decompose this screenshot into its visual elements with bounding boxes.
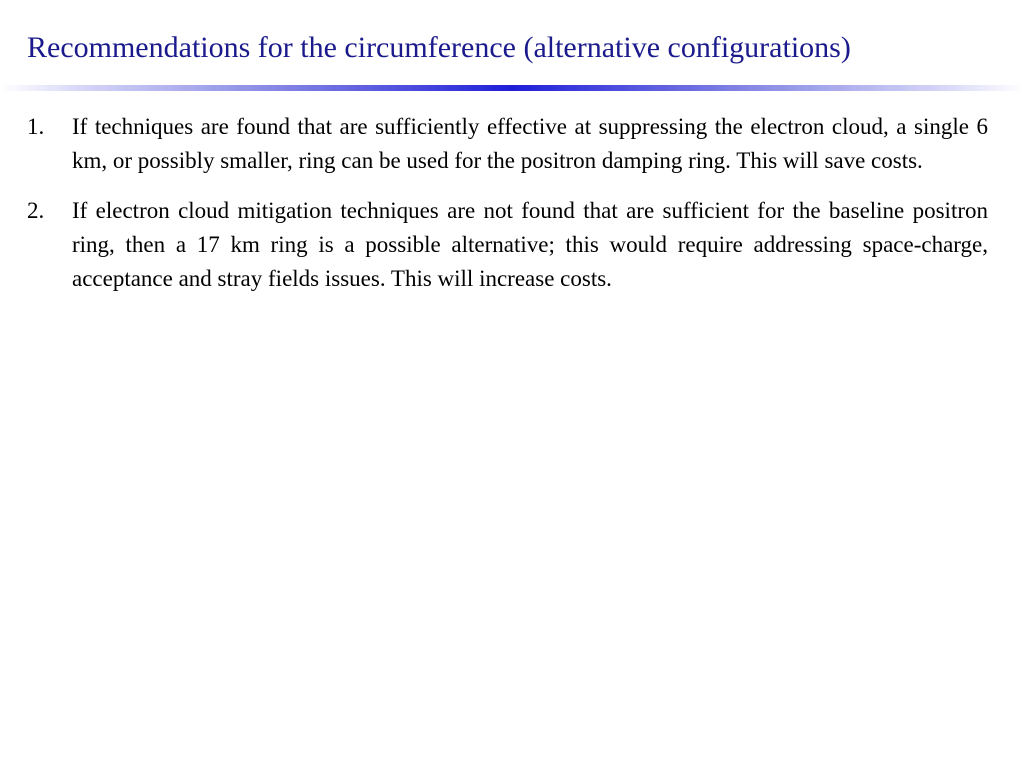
list-item-text: If electron cloud mitigation techniques are not found that are sufficient for the baseline positron ring, then a 17 km ring is a possible alternative; this would require addressing space-charge, acceptance and stray fields issues. This will increase costs.	[72, 198, 988, 291]
list-item-number: 2.	[27, 198, 45, 223]
title-divider	[0, 85, 1024, 91]
list-item-text: If techniques are found that are sufficiently effective at suppressing the electron cloud, a single 6 km, or possibly smaller, ring can be used for the positron damping ring. This will save costs.	[72, 114, 988, 173]
list-item	[27, 110, 988, 178]
recommendation-list	[27, 110, 988, 312]
slide-title: Recommendations for the circumference (alternative configurations)	[27, 31, 851, 64]
list-item	[27, 194, 988, 296]
list-item-number: 1.	[27, 114, 45, 139]
